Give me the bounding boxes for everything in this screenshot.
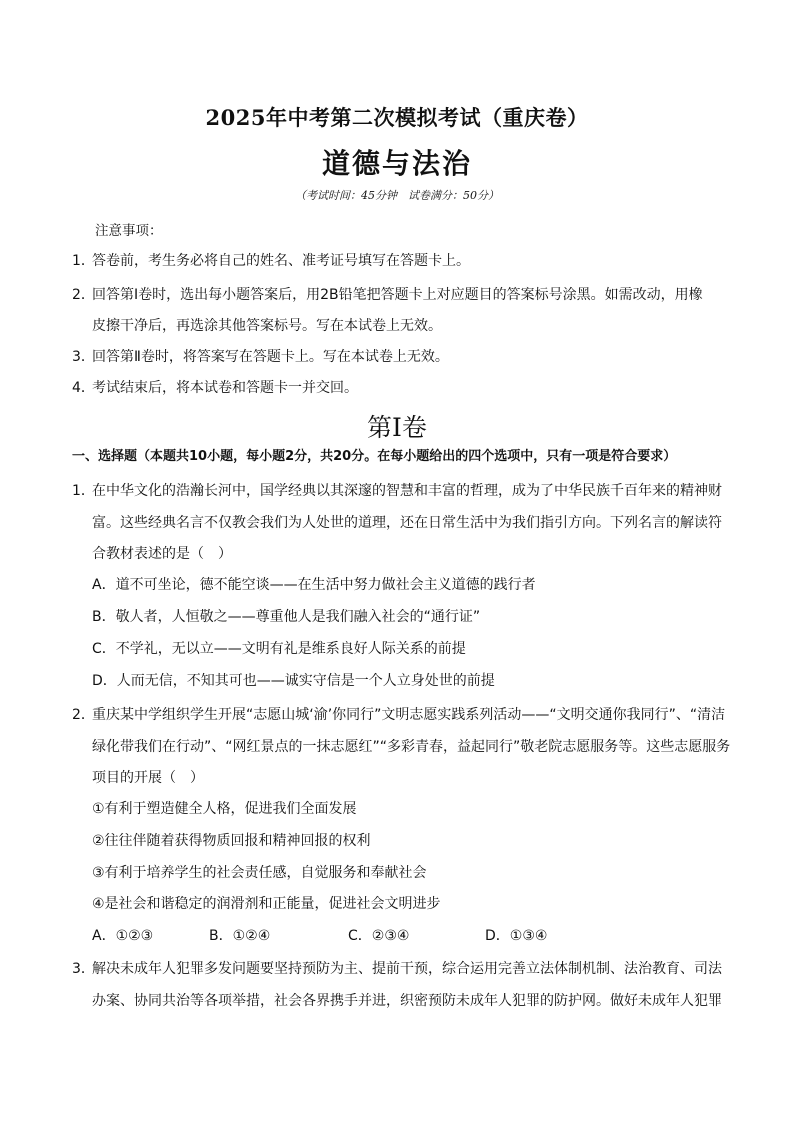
choice-a: A．①②③ xyxy=(92,928,154,944)
section-title: 一、选择题（本题共10小题，每小题2分，共20分。在每小题给出的四个选项中，只有一项是符合要求） xyxy=(72,449,677,464)
question-number: 1． xyxy=(72,483,95,499)
exam-title: 2025年中考第二次模拟考试（重庆卷） xyxy=(205,105,589,130)
option-a: A．道不可坐论，德不能空谈——在生活中努力做社会主义道德的践行者 xyxy=(92,577,536,593)
option-d: D．人而无信，不知其可也——诚实守信是一个人立身处世的前提 xyxy=(92,673,495,689)
choice-d: D．①③④ xyxy=(485,928,548,944)
exam-info: （考试时间：45分钟 试卷满分：50分） xyxy=(295,189,499,202)
statement-2: ②往往伴随着获得物质回报和精神回报的权利 xyxy=(92,833,371,849)
notice-item xyxy=(72,250,470,270)
item-text-continued: 皮擦干净后，再选涂其他答案标号。写在本试卷上无效。 xyxy=(92,318,442,334)
notice-item xyxy=(72,284,703,304)
statement-3: ③有利于培养学生的社会责任感，自觉服务和奉献社会 xyxy=(92,865,427,881)
item-number: 2． xyxy=(72,287,95,303)
question-text: 办案、协同共治等各项举措，社会各界携手并进，织密预防未成年人犯罪的防护网。做好未成年人犯罪 xyxy=(92,993,722,1009)
option-c: C．不学礼，无以立——文明有礼是维系良好人际关系的前提 xyxy=(92,641,466,657)
item-text: 答卷前，考生务必将自己的姓名、准考证号填写在答题卡上。 xyxy=(92,253,470,269)
statement-4: ④是社会和谐稳定的润滑剂和正能量，促进社会文明进步 xyxy=(92,896,441,912)
choice-c: C．②③④ xyxy=(348,928,410,944)
notice-heading: 注意事项： xyxy=(95,223,163,239)
statement-1: ①有利于塑造健全人格，促进我们全面发展 xyxy=(92,801,357,817)
option-b: B．敬人者，人恒敬之——尊重他人是我们融入社会的“通行证” xyxy=(92,609,481,625)
item-text: 考试结束后，将本试卷和答题卡一并交回。 xyxy=(92,380,358,396)
question-text: 解决未成年人犯罪多发问题要坚持预防为主、提前干预，综合运用完善立法体制机制、法治教育、司法 xyxy=(92,961,722,977)
question-number: 3． xyxy=(72,961,95,977)
item-number: 3． xyxy=(72,349,95,365)
volume-title: 第Ⅰ卷 xyxy=(367,413,427,442)
question-1 xyxy=(72,480,722,500)
question-text: 重庆某中学组织学生开展“志愿山城‘渝’你同行”文明志愿实践系列活动——“文明交通你我同行”、“清洁 xyxy=(92,707,726,723)
question-text: 项目的开展（ ） xyxy=(92,770,204,786)
item-text: 回答第Ⅱ卷时，将答案写在答题卡上。写在本试卷上无效。 xyxy=(92,349,449,365)
question-text: 富。这些经典名言不仅教会我们为人处世的道理，还在日常生活中为我们指引方向。下列名言的解读符 xyxy=(92,515,722,531)
question-3 xyxy=(72,958,722,978)
item-number: 1． xyxy=(72,253,95,269)
notice-item xyxy=(72,377,358,397)
question-2 xyxy=(72,704,725,724)
notice-item xyxy=(72,346,449,366)
question-text: 在中华文化的浩瀚长河中，国学经典以其深邃的智慧和丰富的哲理，成为了中华民族千百年来的精神财 xyxy=(92,483,722,499)
subject-title: 道德与法治 xyxy=(321,147,472,180)
item-number: 4． xyxy=(72,380,95,396)
choice-b: B．①②④ xyxy=(209,928,271,944)
question-number: 2． xyxy=(72,707,95,723)
question-text: 绿化带我们在行动”、“网红景点的一抹志愿红”“多彩青春，益起同行”敬老院志愿服务等。这些志愿服务 xyxy=(92,739,731,755)
item-text: 回答第Ⅰ卷时，选出每小题答案后，用2B铅笔把答题卡上对应题目的答案标号涂黑。如需改动，用橡 xyxy=(92,287,703,303)
question-text: 合教材表述的是（ ） xyxy=(92,546,232,562)
